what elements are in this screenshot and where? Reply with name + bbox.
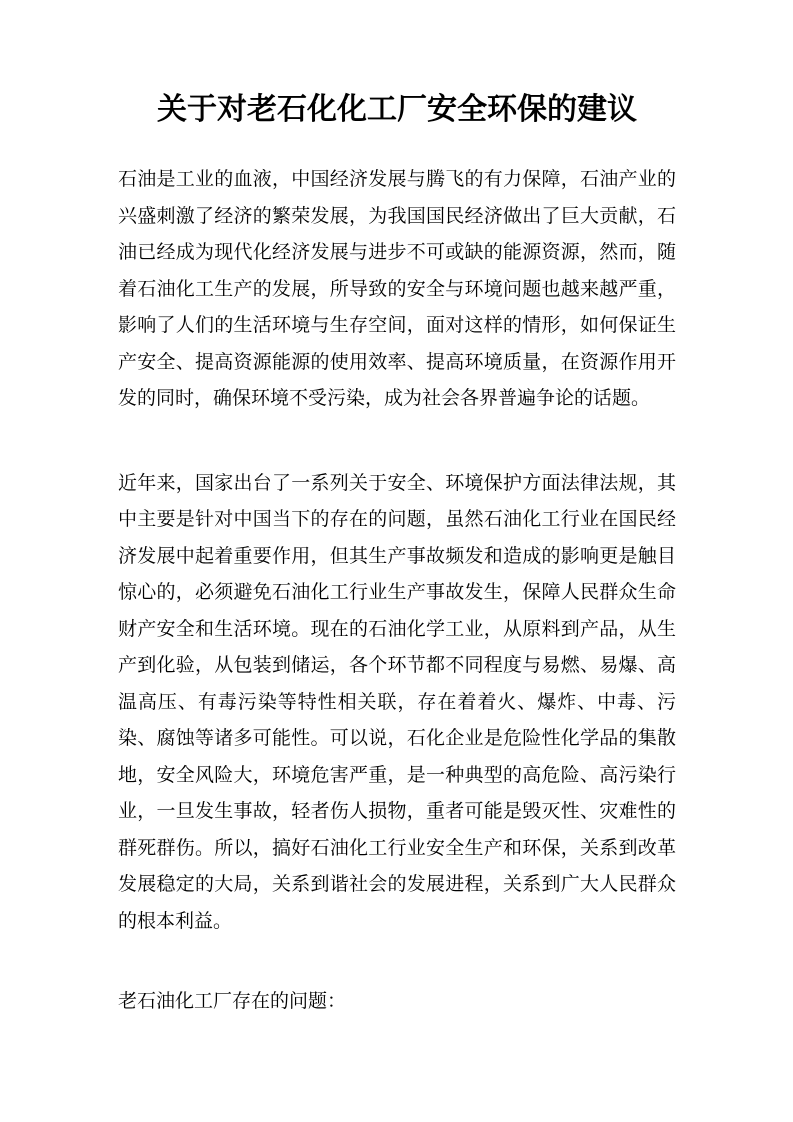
text-line: 发展稳定的大局，关系到谐社会的发展进程，关系到广大人民群众: [118, 874, 676, 895]
paragraph-problems-heading: [118, 984, 676, 1021]
text-line: 惊心的，必须避免石油化工行业生产事故发生，保障人民群众生命: [118, 582, 676, 603]
text-line: 济发展中起着重要作用，但其生产事故频发和造成的影响更是触目: [118, 545, 676, 567]
text-line: 中主要是针对中国当下的存在的问题，虽然石油化工行业在国民经: [118, 509, 676, 530]
text-line: 兴盛刺激了经济的繁荣发展，为我国国民经济做出了巨大贡献，石: [118, 205, 676, 227]
text-line: 业，一旦发生事故，轻者伤人损物，重者可能是毁灭性、灾难性的: [118, 801, 676, 822]
text-line: 影响了人们的生活环境与生存空间，面对这样的情形，如何保证生: [118, 315, 676, 336]
text-line: 产到化验，从包装到储运，各个环节都不同程度与易燃、易爆、高: [118, 655, 676, 676]
text-line: 发的同时，确保环境不受污染，成为社会各界普遍争论的话题。: [118, 388, 651, 409]
text-line: 群死群伤。所以，搞好石油化工行业安全生产和环保，关系到改革: [118, 837, 676, 859]
paragraph-intro: [118, 162, 676, 418]
text-line: 的根本利益。: [118, 910, 233, 932]
text-line: 温高压、有毒污染等特性相关联，存在着着火、爆炸、中毒、污: [118, 691, 676, 713]
text-line: 近年来，国家出台了一系列关于安全、环境保护方面法律法规，其: [118, 472, 676, 494]
text-line: 油已经成为现代化经济发展与进步不可或缺的能源资源，然而，随: [118, 242, 676, 263]
text-line: 地，安全风险大，环境危害严重，是一种典型的高危险、高污染行: [118, 764, 676, 786]
text-line: 染、腐蚀等诸多可能性。可以说，石化企业是危险性化学品的集散: [118, 728, 676, 749]
text-line: 财产安全和生活环境。现在的石油化学工业，从原料到产品，从生: [118, 618, 676, 640]
text-line: 石油是工业的血液，中国经济发展与腾飞的有力保障，石油产业的: [118, 169, 676, 190]
text-line: 着石油化工生产的发展，所导致的安全与环境问题也越来越严重，: [118, 278, 676, 300]
document-title: 关于对老石化化工厂安全环保的建议: [157, 93, 637, 126]
text-line: 产安全、提高资源能源的使用效率、提高环境质量，在资源作用开: [118, 351, 676, 373]
paragraph-main: [118, 466, 676, 941]
text-line: 老石油化工厂存在的问题：: [118, 991, 347, 1012]
